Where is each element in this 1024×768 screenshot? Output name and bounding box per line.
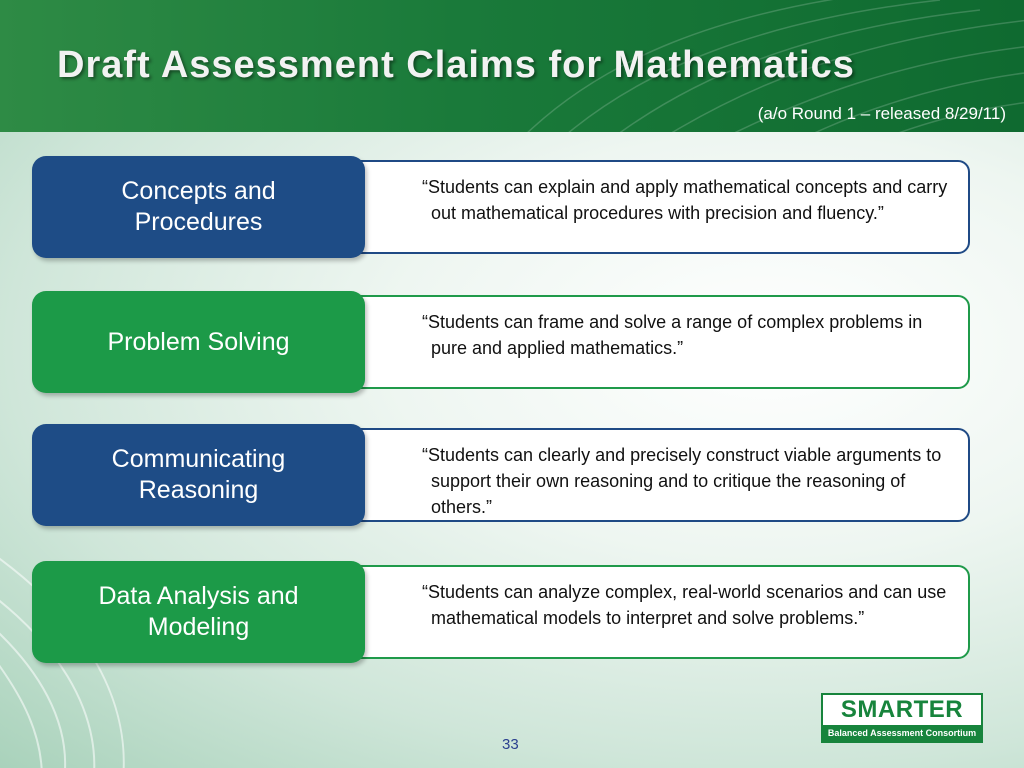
slide-title: Draft Assessment Claims for Mathematics bbox=[57, 44, 855, 86]
claim-problem-solving bbox=[32, 291, 970, 393]
logo-tagline: Balanced Assessment Consortium bbox=[823, 725, 981, 741]
claim-label-box bbox=[32, 291, 365, 393]
claim-label-box bbox=[32, 424, 365, 526]
page-number: 33 bbox=[502, 736, 519, 753]
claim-label: Data Analysis and Modeling bbox=[98, 582, 299, 641]
claim-description-box bbox=[332, 160, 970, 254]
slide-subtitle: (a/o Round 1 – released 8/29/11) bbox=[757, 104, 1006, 123]
claim-label-box bbox=[32, 561, 365, 663]
slide-header bbox=[0, 0, 1024, 132]
claim-label-box bbox=[32, 156, 365, 258]
logo-name: SMARTER bbox=[840, 696, 964, 723]
claim-description-box bbox=[332, 428, 970, 522]
claim-description: “Students can explain and apply mathematical concepts and carry out mathematical procedures with precision and fluency.” bbox=[422, 177, 948, 223]
claim-label: Concepts and Procedures bbox=[121, 177, 276, 236]
claim-label: Problem Solving bbox=[107, 327, 290, 356]
claim-description: “Students can clearly and precisely construct viable arguments to support their own reasoning and to critique the reasoning of others.” bbox=[422, 445, 942, 517]
smarter-logo bbox=[821, 693, 983, 743]
claim-description: “Students can frame and solve a range of complex problems in pure and applied mathematics.” bbox=[422, 312, 923, 358]
claim-communicating-reasoning bbox=[32, 424, 970, 526]
claim-label: Communicating Reasoning bbox=[111, 445, 286, 504]
claim-concepts-and-procedures bbox=[32, 156, 970, 258]
claim-description: “Students can analyze complex, real-world scenarios and can use mathematical models to interpret and solve problems.” bbox=[422, 582, 947, 628]
claim-description-box bbox=[332, 295, 970, 389]
claim-data-analysis-and-modeling bbox=[32, 561, 970, 663]
claim-description-box bbox=[332, 565, 970, 659]
